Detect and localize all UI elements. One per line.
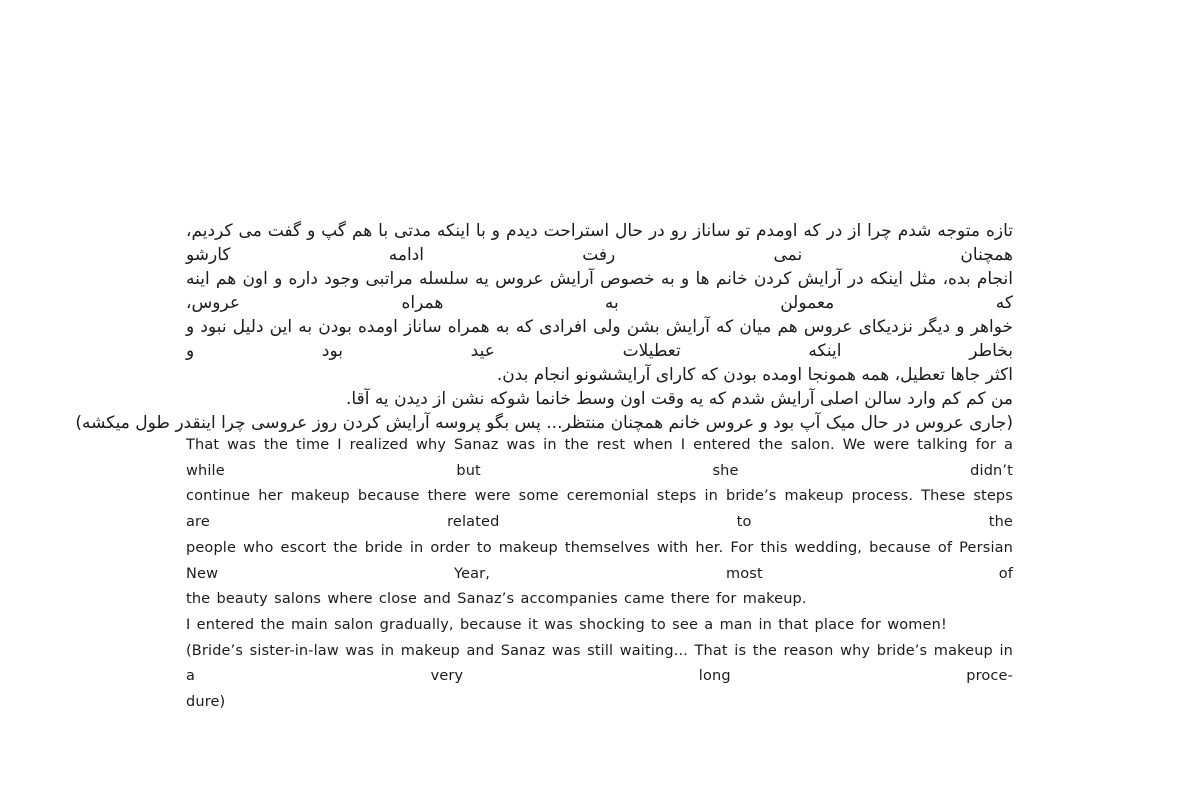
english-line-5: I entered the main salon gradually, because it was shocking to see a man in that place for women! [186, 616, 947, 633]
persian-line-5: من کم کم وارد سالن اصلی آرایش شدم که یه وقت اون وسط خانما شوکه نشن از دیدن یه آقا. [345, 389, 1013, 409]
persian-line-2: انجام بده، مثل اینکه در آرایش کردن خانم ها و به خصوص آرایش عروس یه سلسله مراتبی وجود داره و اون هم اینه که معمولن به همراه عروس، [186, 269, 1013, 313]
english-line-1: That was the time I realized why Sanaz was in the rest when I entered the salon. We were talking for a while but she didn’t [186, 437, 1013, 479]
persian-line-4: اکثر جاها تعطیل، همه همونجا اومده بودن که کارای آرایششونو انجام بدن. [496, 365, 1013, 385]
english-text-block [186, 433, 1013, 716]
english-line-4: the beauty salons where close and Sanaz’s accompanies came there for makeup. [186, 591, 807, 608]
english-line-2: continue her makeup because there were some ceremonial steps in bride’s makeup process. These steps are related to the [186, 488, 1013, 531]
english-line-3: people who escort the bride in order to makeup themselves with her. For this wedding, because of Persian New Year, most of [186, 539, 1013, 582]
english-line-7: dure) [186, 694, 226, 711]
persian-line-1: تازه متوجه شدم چرا از در که اومدم تو ساناز رو در حال استراحت دیدم و با اینکه مدتی با هم گپ و گفت می کردیم، همچنان نمی رفت ادامه کارشو [186, 221, 1013, 265]
english-line-6: (Bride’s sister-in-law was in makeup and Sanaz was still waiting... That is the reason why bride’s makeup in a very long proce- [186, 642, 1013, 685]
persian-line-3: خواهر و دیگر نزدیکای عروس هم میان که آرایش بشن ولی افرادی که به همراه ساناز اومده بودن به این دلیل نبود و بخاطر اینکه تعطیلات عید بود و [186, 317, 1013, 361]
persian-line-6: (جاری عروس در حال میک آپ بود و عروس خانم همچنان منتظر... پس بگو پروسه آرایش کردن روز عروسی چرا اینقدر طول میکشه) [75, 413, 1013, 433]
persian-text-block [75, 219, 1013, 435]
